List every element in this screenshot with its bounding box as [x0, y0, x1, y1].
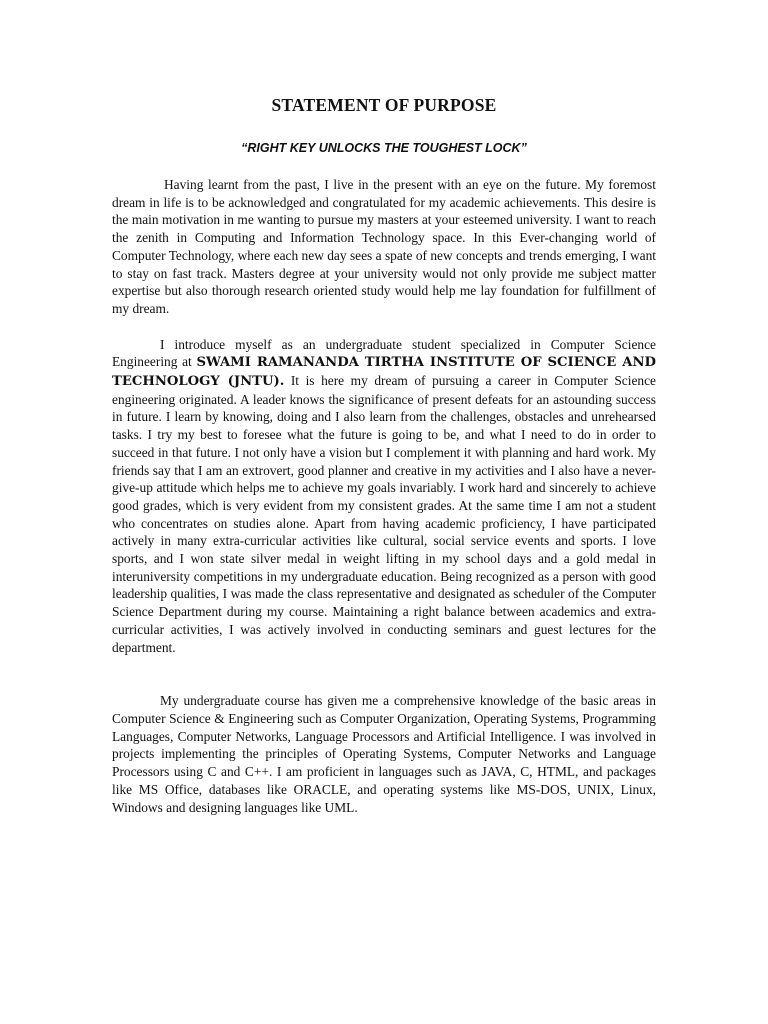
document-title: STATEMENT OF PURPOSE: [271, 95, 497, 115]
paragraph-intro: Having learnt from the past, I live in the present with an eye on the future. My foremost dream in life is to be acknowledged and congratulated for my academic achievements. This desire is the main motivation in me wanting to pursue my masters at your esteemed university. I want to reach the zenith in Computing and Information Technology space. In this Ever-changing world of Computer Technology, where each new day sees a spate of new concepts and trends emerging, I want to stay on fast track. Masters degree at your university would not only provide me subject matter expertise but also thorough research oriented study would help me lay foundation for fulfillment of my dream.: [112, 177, 656, 316]
paragraph-education: [112, 336, 656, 657]
document-page: [112, 94, 656, 834]
document-subtitle: “RIGHT KEY UNLOCKS THE TOUGHEST LOCK”: [241, 141, 527, 155]
institution-name: SWAMI RAMANANDA TIRTHA INSTITUTE OF SCIENCE AND TECHNOLOGY (JNTU).: [112, 355, 656, 390]
paragraph-education-rest: It is here my dream of pursuing a career in Computer Science engineering originated. A leader knows the significance of present defeats for an astounding success in future. I learn by knowing, doing and I also learn from the challenges, obstacles and unrehearsed tasks. I try my best to foresee what the future is going to be, and what I need to do in order to succeed in that future. I not only have a vision but I complement it with planning and hard work. My friends say that I am an extrovert, good planner and creative in my activities and I also have a never-give-up attitude which helps me to achieve my goals invariably. I work hard and sincerely to achieve good grades, which is very evident from my consistent grades. At the same time I am not a student who concentrates on studies alone. Apart from having academic proficiency, I have participated actively in many extra-curricular activities like cultural, social service events and sports. I love sports, and I won state silver medal in weight lifting in my school days and a gold medal in interuniversity competitions in my undergraduate education. Being recognized as a person with good leadership qualities, I was made the class representative and designated as scheduler of the Computer Science Department during my course. Maintaining a right balance between academics and extra-curricular activities, I was actively involved in conducting seminars and guest lectures for the department.: [112, 373, 656, 655]
paragraph-education-start: I introduce myself as an undergraduate student specialized in Computer Science Engineering at: [112, 336, 656, 370]
paragraph-skills: My undergraduate course has given me a comprehensive knowledge of the basic areas in Computer Science & Engineering such as Computer Organization, Operating Systems, Programming Languages, Computer Networks, Language Processors and Artificial Intelligence. I was involved in projects implementing the principles of Operating Systems, Computer Networks and Language Processors using C and C++. I am proficient in languages such as JAVA, C, HTML, and packages like MS Office, databases like ORACLE, and operating systems like MS-DOS, UNIX, Linux, Windows and designing languages like UML.: [112, 693, 656, 815]
